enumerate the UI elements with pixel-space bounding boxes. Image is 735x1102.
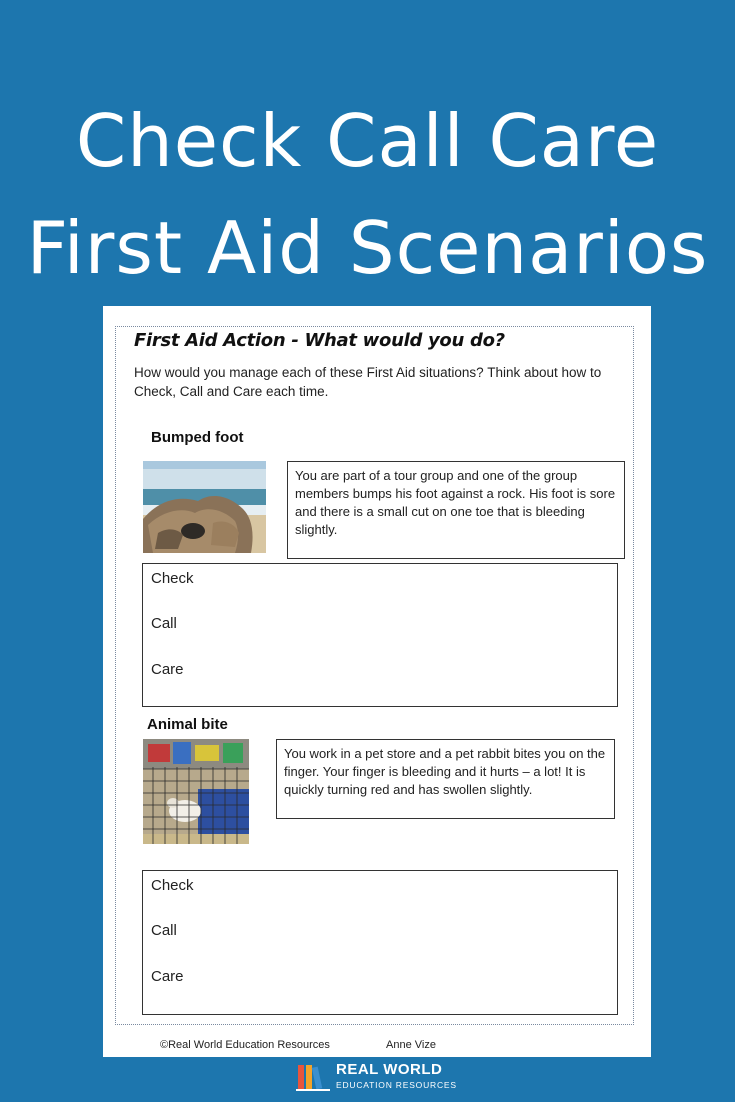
check-label: Check	[151, 570, 194, 587]
rock-arch-photo	[143, 461, 266, 553]
scenario-description-animal-bite: You work in a pet store and a pet rabbit bites you on the finger. Your finger is bleeding and it hurts – a lot! It is quickly turning red and has swollen slightly.	[276, 739, 615, 819]
footer-copyright: ©Real World Education Resources	[160, 1039, 330, 1051]
call-label: Call	[151, 615, 177, 632]
books-icon	[296, 1063, 330, 1095]
logo-name: REAL WORLD	[336, 1061, 443, 1078]
care-label: Care	[151, 661, 184, 678]
worksheet	[103, 306, 651, 1057]
worksheet-intro: How would you manage each of these First Aid situations? Think about how to Check, Call and Care each time.	[134, 365, 602, 399]
scenario-heading-animal-bite: Animal bite	[147, 716, 228, 733]
check-label: Check	[151, 877, 194, 894]
scenario-heading-bumped-foot: Bumped foot	[151, 429, 244, 446]
scenario-description-bumped-foot: You are part of a tour group and one of the group members bumps his foot against a rock. His foot is sore and there is a small cut on one toe that is bleeding slightly.	[287, 461, 625, 559]
care-label: Care	[151, 968, 184, 985]
rabbit-cage-photo	[143, 739, 249, 844]
check-call-care-box-2[interactable]	[142, 870, 618, 1015]
call-label: Call	[151, 922, 177, 939]
banner-line-2: First Aid Scenarios	[26, 206, 709, 290]
logo-subtitle: EDUCATION RESOURCES	[336, 1080, 457, 1090]
banner-line-1: Check Call Care	[75, 99, 660, 183]
footer-author: Anne Vize	[386, 1039, 436, 1051]
worksheet-title: First Aid Action - What would you do?	[134, 330, 505, 351]
check-call-care-box-1[interactable]	[142, 563, 618, 707]
